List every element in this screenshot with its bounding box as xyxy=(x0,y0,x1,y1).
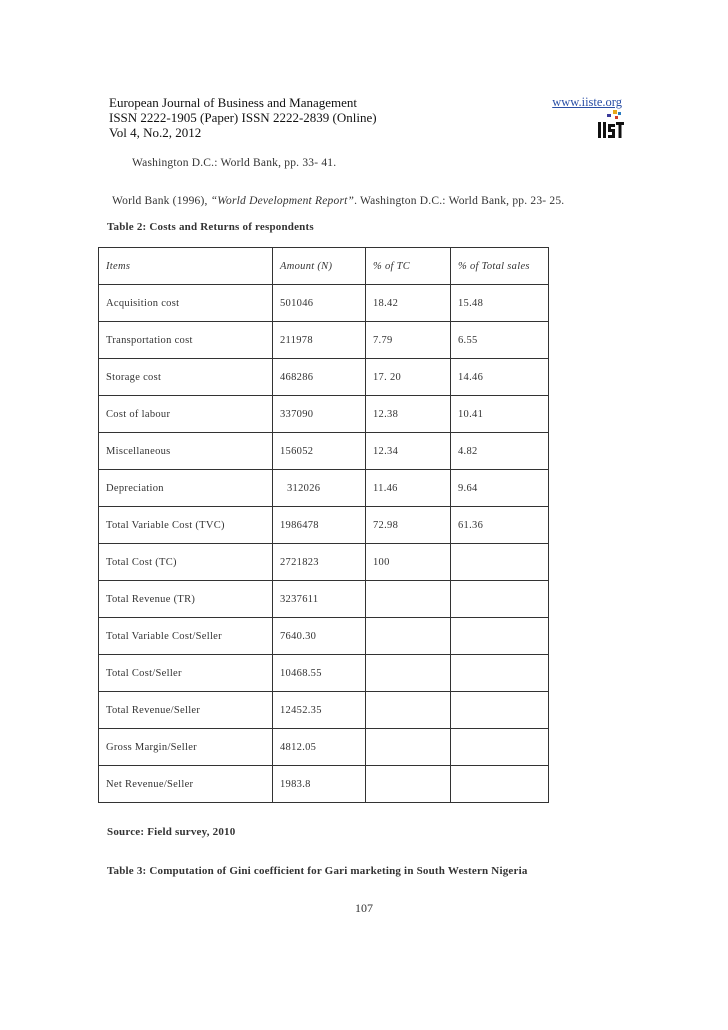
table-row xyxy=(99,655,549,692)
table-cell: Miscellaneous xyxy=(99,433,273,470)
table-cell: Total Revenue/Seller xyxy=(99,692,273,729)
table-row xyxy=(99,766,549,803)
table-header-row xyxy=(99,248,549,285)
table-cell: Total Cost (TC) xyxy=(99,544,273,581)
table2-caption: Table 2: Costs and Returns of respondents xyxy=(107,221,314,233)
costs-returns-table xyxy=(98,247,549,803)
table-cell: 7.79 xyxy=(366,322,451,359)
column-header: Items xyxy=(99,248,273,285)
table-cell: 15.48 xyxy=(451,285,549,322)
table-cell xyxy=(366,766,451,803)
table-cell xyxy=(451,618,549,655)
table-cell xyxy=(451,544,549,581)
reference-world-bank xyxy=(112,195,564,207)
table-cell: 7640.30 xyxy=(273,618,366,655)
table-cell: 4812.05 xyxy=(273,729,366,766)
table-cell: 10468.55 xyxy=(273,655,366,692)
column-header: % of Total sales xyxy=(451,248,549,285)
table-cell: 468286 xyxy=(273,359,366,396)
table-row xyxy=(99,507,549,544)
table-cell: Transportation cost xyxy=(99,322,273,359)
table-cell: 9.64 xyxy=(451,470,549,507)
column-header: Amount (N) xyxy=(273,248,366,285)
table-row xyxy=(99,544,549,581)
page-number: 107 xyxy=(355,901,373,915)
table-cell xyxy=(366,581,451,618)
table-cell: 3237611 xyxy=(273,581,366,618)
table-cell: 4.82 xyxy=(451,433,549,470)
issn-line: ISSN 2222-1905 (Paper) ISSN 2222-2839 (Online) xyxy=(109,110,377,125)
table-cell: 11.46 xyxy=(366,470,451,507)
table-cell: Total Variable Cost (TVC) xyxy=(99,507,273,544)
table-cell: Net Revenue/Seller xyxy=(99,766,273,803)
table-row xyxy=(99,359,549,396)
column-header: % of TC xyxy=(366,248,451,285)
table-cell: 100 xyxy=(366,544,451,581)
reference-publisher: . Washington D.C.: World Bank, pp. 23- 25. xyxy=(354,195,565,207)
table-row xyxy=(99,618,549,655)
table-cell: 312026 xyxy=(273,470,366,507)
table-cell xyxy=(366,618,451,655)
table-cell: Cost of labour xyxy=(99,396,273,433)
table-cell: 211978 xyxy=(273,322,366,359)
table-cell: 10.41 xyxy=(451,396,549,433)
table-cell xyxy=(366,692,451,729)
table-cell: 12.38 xyxy=(366,396,451,433)
table-cell: Total Revenue (TR) xyxy=(99,581,273,618)
table-cell: 12.34 xyxy=(366,433,451,470)
table-cell: 501046 xyxy=(273,285,366,322)
reference-author-year: World Bank (1996), xyxy=(112,195,211,207)
reference-continuation: Washington D.C.: World Bank, pp. 33- 41. xyxy=(132,157,337,169)
table-cell: 14.46 xyxy=(451,359,549,396)
table-cell: Depreciation xyxy=(99,470,273,507)
table-row xyxy=(99,285,549,322)
table-cell: 6.55 xyxy=(451,322,549,359)
table-row xyxy=(99,433,549,470)
table-row xyxy=(99,322,549,359)
table-row xyxy=(99,470,549,507)
table3-caption: Table 3: Computation of Gini coefficient for Gari marketing in South Western Nigeria xyxy=(107,865,528,877)
table-cell: 156052 xyxy=(273,433,366,470)
table-row xyxy=(99,729,549,766)
table2-source: Source: Field survey, 2010 xyxy=(107,826,236,838)
table-cell: Gross Margin/Seller xyxy=(99,729,273,766)
journal-title: European Journal of Business and Management xyxy=(109,95,358,110)
table-cell: 1983.8 xyxy=(273,766,366,803)
reference-title: “World Development Report” xyxy=(210,195,355,207)
table-cell: 2721823 xyxy=(273,544,366,581)
table-cell: Storage cost xyxy=(99,359,273,396)
table-cell: 12452.35 xyxy=(273,692,366,729)
table-cell xyxy=(451,766,549,803)
table-row xyxy=(99,692,549,729)
table-cell: 61.36 xyxy=(451,507,549,544)
table-cell: 18.42 xyxy=(366,285,451,322)
table-cell xyxy=(451,729,549,766)
table-cell xyxy=(451,581,549,618)
table-cell xyxy=(366,655,451,692)
table-cell xyxy=(451,655,549,692)
table-cell: Total Cost/Seller xyxy=(99,655,273,692)
table-cell: Total Variable Cost/Seller xyxy=(99,618,273,655)
iiste-logo-icon xyxy=(597,110,625,140)
table-cell xyxy=(366,729,451,766)
journal-url-link[interactable]: www.iiste.org xyxy=(552,95,622,109)
table-cell: 17. 20 xyxy=(366,359,451,396)
volume-line: Vol 4, No.2, 2012 xyxy=(109,125,202,140)
table-cell: 337090 xyxy=(273,396,366,433)
table-row xyxy=(99,581,549,618)
table-cell: Acquisition cost xyxy=(99,285,273,322)
table-cell xyxy=(451,692,549,729)
table-cell: 72.98 xyxy=(366,507,451,544)
table-row xyxy=(99,396,549,433)
table-cell: 1986478 xyxy=(273,507,366,544)
